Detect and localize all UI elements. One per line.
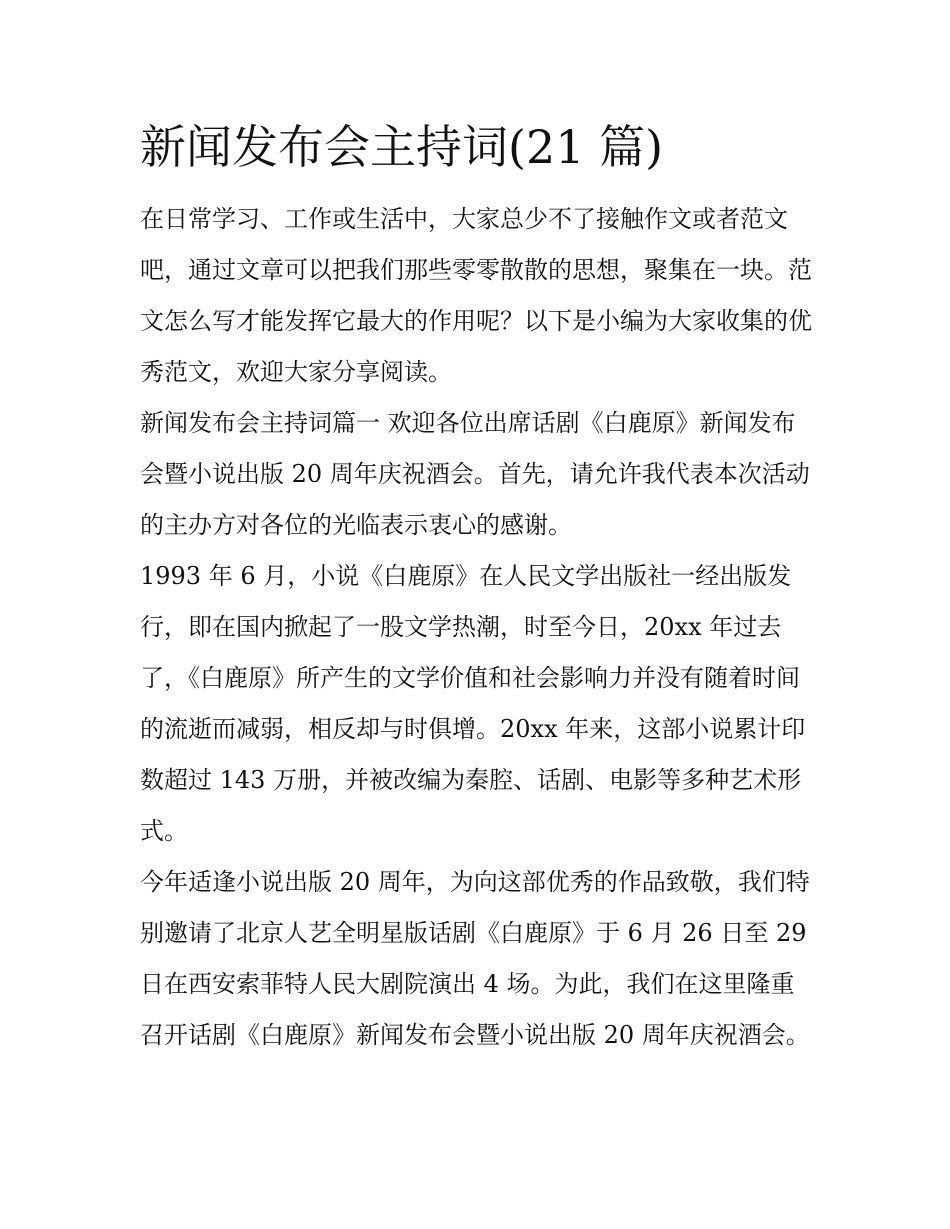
history-paragraph: 1993 年 6 月，小说《白鹿原》在人民文学出版社一经出版发行，即在国内掀起了一股文学热潮，时至今日，20xx 年过去了，《白鹿原》所产生的文学价值和社会影响力并没有随着时间的流逝而减弱，相反却与时俱增。20xx 年来，这部小说累计印数超过 143 万册，并被改编为秦腔、话剧、电影等多种艺术形式。 xyxy=(140,562,806,845)
document-body xyxy=(140,118,812,1061)
intro-paragraph: 在日常学习、工作或生活中，大家总少不了接触作文或者范文吧，通过文章可以把我们那些零零散散的思想，聚集在一块。范文怎么写才能发挥它最大的作用呢？以下是小编为大家收集的优秀范文，欢迎大家分享阅读。 xyxy=(140,205,812,386)
document-title: 新闻发布会主持词(21 篇) xyxy=(140,120,664,174)
opening-paragraph: 新闻发布会主持词篇一 欢迎各位出席话剧《白鹿原》新闻发布会暨小说出版 20 周年庆祝酒会。首先，请允许我代表本次活动的主办方对各位的光临表示衷心的感谢。 xyxy=(140,409,810,539)
event-paragraph: 今年适逢小说出版 20 周年，为向这部优秀的作品致敬，我们特别邀请了北京人艺全明星版话剧《白鹿原》于 6 月 26 日至 29 日在西安索菲特人民大剧院演出 4 场。为此，我们在这里隆重召开话剧《白鹿原》新闻发布会暨小说出版 20 周年庆祝酒会。 xyxy=(140,868,810,1049)
